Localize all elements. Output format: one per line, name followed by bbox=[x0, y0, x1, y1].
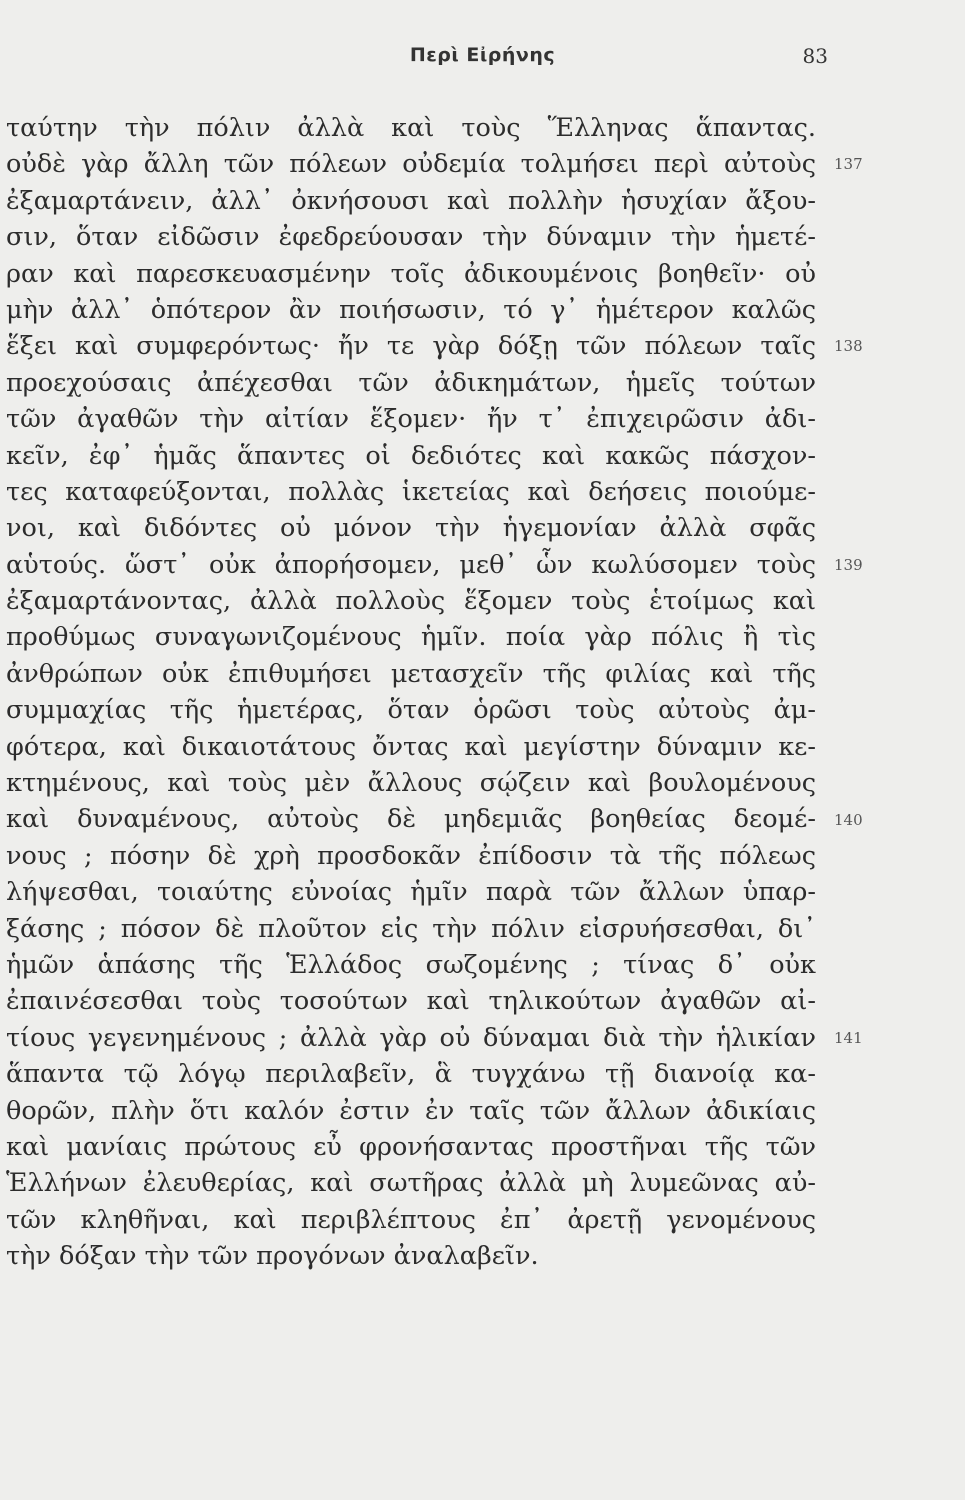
text-line: μὴν ἀλλ᾽ ὁπότερον ἂν ποιήσωσιν, τό γ᾽ ἡμέτερον καλῶς bbox=[6, 294, 816, 325]
section-number: 139 bbox=[834, 555, 863, 574]
section-number: 140 bbox=[834, 810, 863, 829]
running-title: Περὶ Εἰρήνης bbox=[409, 44, 556, 66]
section-number: 141 bbox=[834, 1029, 863, 1047]
text-line: θορῶν, πλὴν ὅτι καλόν ἐστιν ἐν ταῖς τῶν ἄλλων ἀδικίαις bbox=[6, 1095, 816, 1126]
section-number: 138 bbox=[834, 337, 863, 356]
text-line: τίους γεγενημένους ; ἀλλὰ γὰρ οὐ δύναμαι διὰ τὴν ἡλικίαν bbox=[6, 1022, 816, 1053]
running-head bbox=[0, 44, 965, 74]
text-line: λήψεσθαι, τοιαύτης εὐνοίας ἡμῖν παρὰ τῶν ἄλλων ὑπαρ- bbox=[6, 877, 816, 908]
text-line: ἕξει καὶ συμφερόντως· ἤν τε γὰρ δόξῃ τῶν πόλεων ταῖς bbox=[6, 331, 816, 362]
text-line: Ἑλλήνων ἐλευθερίας, καὶ σωτῆρας ἀλλὰ μὴ λυμεῶνας αὐ- bbox=[6, 1168, 816, 1199]
text-line: συμμαχίας τῆς ἡμετέρας, ὅταν ὁρῶσι τοὺς αὐτοὺς ἀμ- bbox=[6, 695, 816, 726]
text-line: σιν, ὅταν εἰδῶσιν ἐφεδρεύουσαν τὴν δύναμιν τὴν ἡμετέ- bbox=[6, 222, 816, 253]
text-line: ἐξαμαρτάνειν, ἀλλ᾽ ὀκνήσουσι καὶ πολλὴν ἡσυχίαν ἄξου- bbox=[6, 185, 816, 216]
text-line: ἡμῶν ἁπάσης τῆς Ἑλλάδος σωζομένης ; τίνας δ᾽ οὐκ bbox=[6, 949, 816, 980]
text-line: ξάσης ; πόσον δὲ πλοῦτον εἰς τὴν πόλιν εἰσρυήσεσθαι, δι᾽ bbox=[6, 913, 816, 944]
text-line: τῶν κληθῆναι, καὶ περιβλέπτους ἐπ᾽ ἀρετῇ γενομένους bbox=[6, 1204, 816, 1235]
text-line: οὐδὲ γὰρ ἄλλη τῶν πόλεων οὐδεμία τολμήσει περὶ αὐτοὺς bbox=[6, 149, 816, 180]
text-line: τες καταφεύξονται, πολλὰς ἱκετείας καὶ δεήσεις ποιούμε- bbox=[6, 476, 816, 507]
text-line: προθύμως συναγωνιζομένους ἡμῖν. ποία γὰρ πόλις ἢ τὶς bbox=[6, 622, 816, 653]
text-line: τῶν ἀγαθῶν τὴν αἰτίαν ἕξομεν· ἤν τ᾽ ἐπιχειρῶσιν ἀδι- bbox=[6, 404, 816, 435]
text-line: κτημένους, καὶ τοὺς μὲν ἄλλους σῴζειν καὶ βουλομένους bbox=[6, 768, 816, 799]
section-number: 137 bbox=[834, 155, 863, 174]
text-line: ἀνθρώπων οὐκ ἐπιθυμήσει μετασχεῖν τῆς φιλίας καὶ τῆς bbox=[6, 658, 816, 689]
text-line: τὴν δόξαν τὴν τῶν προγόνων ἀναλαβεῖν. bbox=[6, 1241, 539, 1272]
text-line: ἐξαμαρτάνοντας, ἀλλὰ πολλοὺς ἕξομεν τοὺς ἑτοίμως καὶ bbox=[6, 586, 816, 617]
text-line: ἅπαντα τῷ λόγῳ περιλαβεῖν, ἃ τυγχάνω τῇ διανοίᾳ κα- bbox=[6, 1059, 816, 1090]
text-line: νους ; πόσην δὲ χρὴ προσδοκᾶν ἐπίδοσιν τὰ τῆς πόλεως bbox=[6, 840, 816, 871]
body-text bbox=[6, 110, 863, 1275]
text-line: καὶ δυναμένους, αὐτοὺς δὲ μηδεμιᾶς βοηθείας δεομέ- bbox=[6, 804, 816, 835]
text-line: αὑτούς. ὥστ᾽ οὐκ ἀπορήσομεν, μεθ᾽ ὧν κωλύσομεν τοὺς bbox=[6, 549, 816, 580]
text-line: ταύτην τὴν πόλιν ἀλλὰ καὶ τοὺς Ἕλληνας ἅπαντας. bbox=[6, 113, 816, 143]
text-line: καὶ μανίαις πρώτους εὖ φρονήσαντας προστῆναι τῆς τῶν bbox=[6, 1131, 816, 1162]
text-line: κεῖν, ἐφ᾽ ἡμᾶς ἅπαντες οἱ δεδιότες καὶ κακῶς πάσχον- bbox=[6, 440, 816, 471]
text-line: προεχούσαις ἀπέχεσθαι τῶν ἀδικημάτων, ἡμεῖς τούτων bbox=[6, 367, 816, 398]
text-line: ἐπαινέσεσθαι τοὺς τοσούτων καὶ τηλικούτων ἀγαθῶν αἰ- bbox=[6, 986, 816, 1017]
page-number: 83 bbox=[802, 44, 828, 68]
text-line: φότερα, καὶ δικαιοτάτους ὄντας καὶ μεγίστην δύναμιν κε- bbox=[6, 731, 816, 762]
text-line: νοι, καὶ διδόντες οὐ μόνον τὴν ἡγεμονίαν ἀλλὰ σφᾶς bbox=[6, 513, 816, 544]
text-line: ραν καὶ παρεσκευασμένην τοῖς ἀδικουμένοις βοηθεῖν· οὐ bbox=[6, 258, 816, 289]
